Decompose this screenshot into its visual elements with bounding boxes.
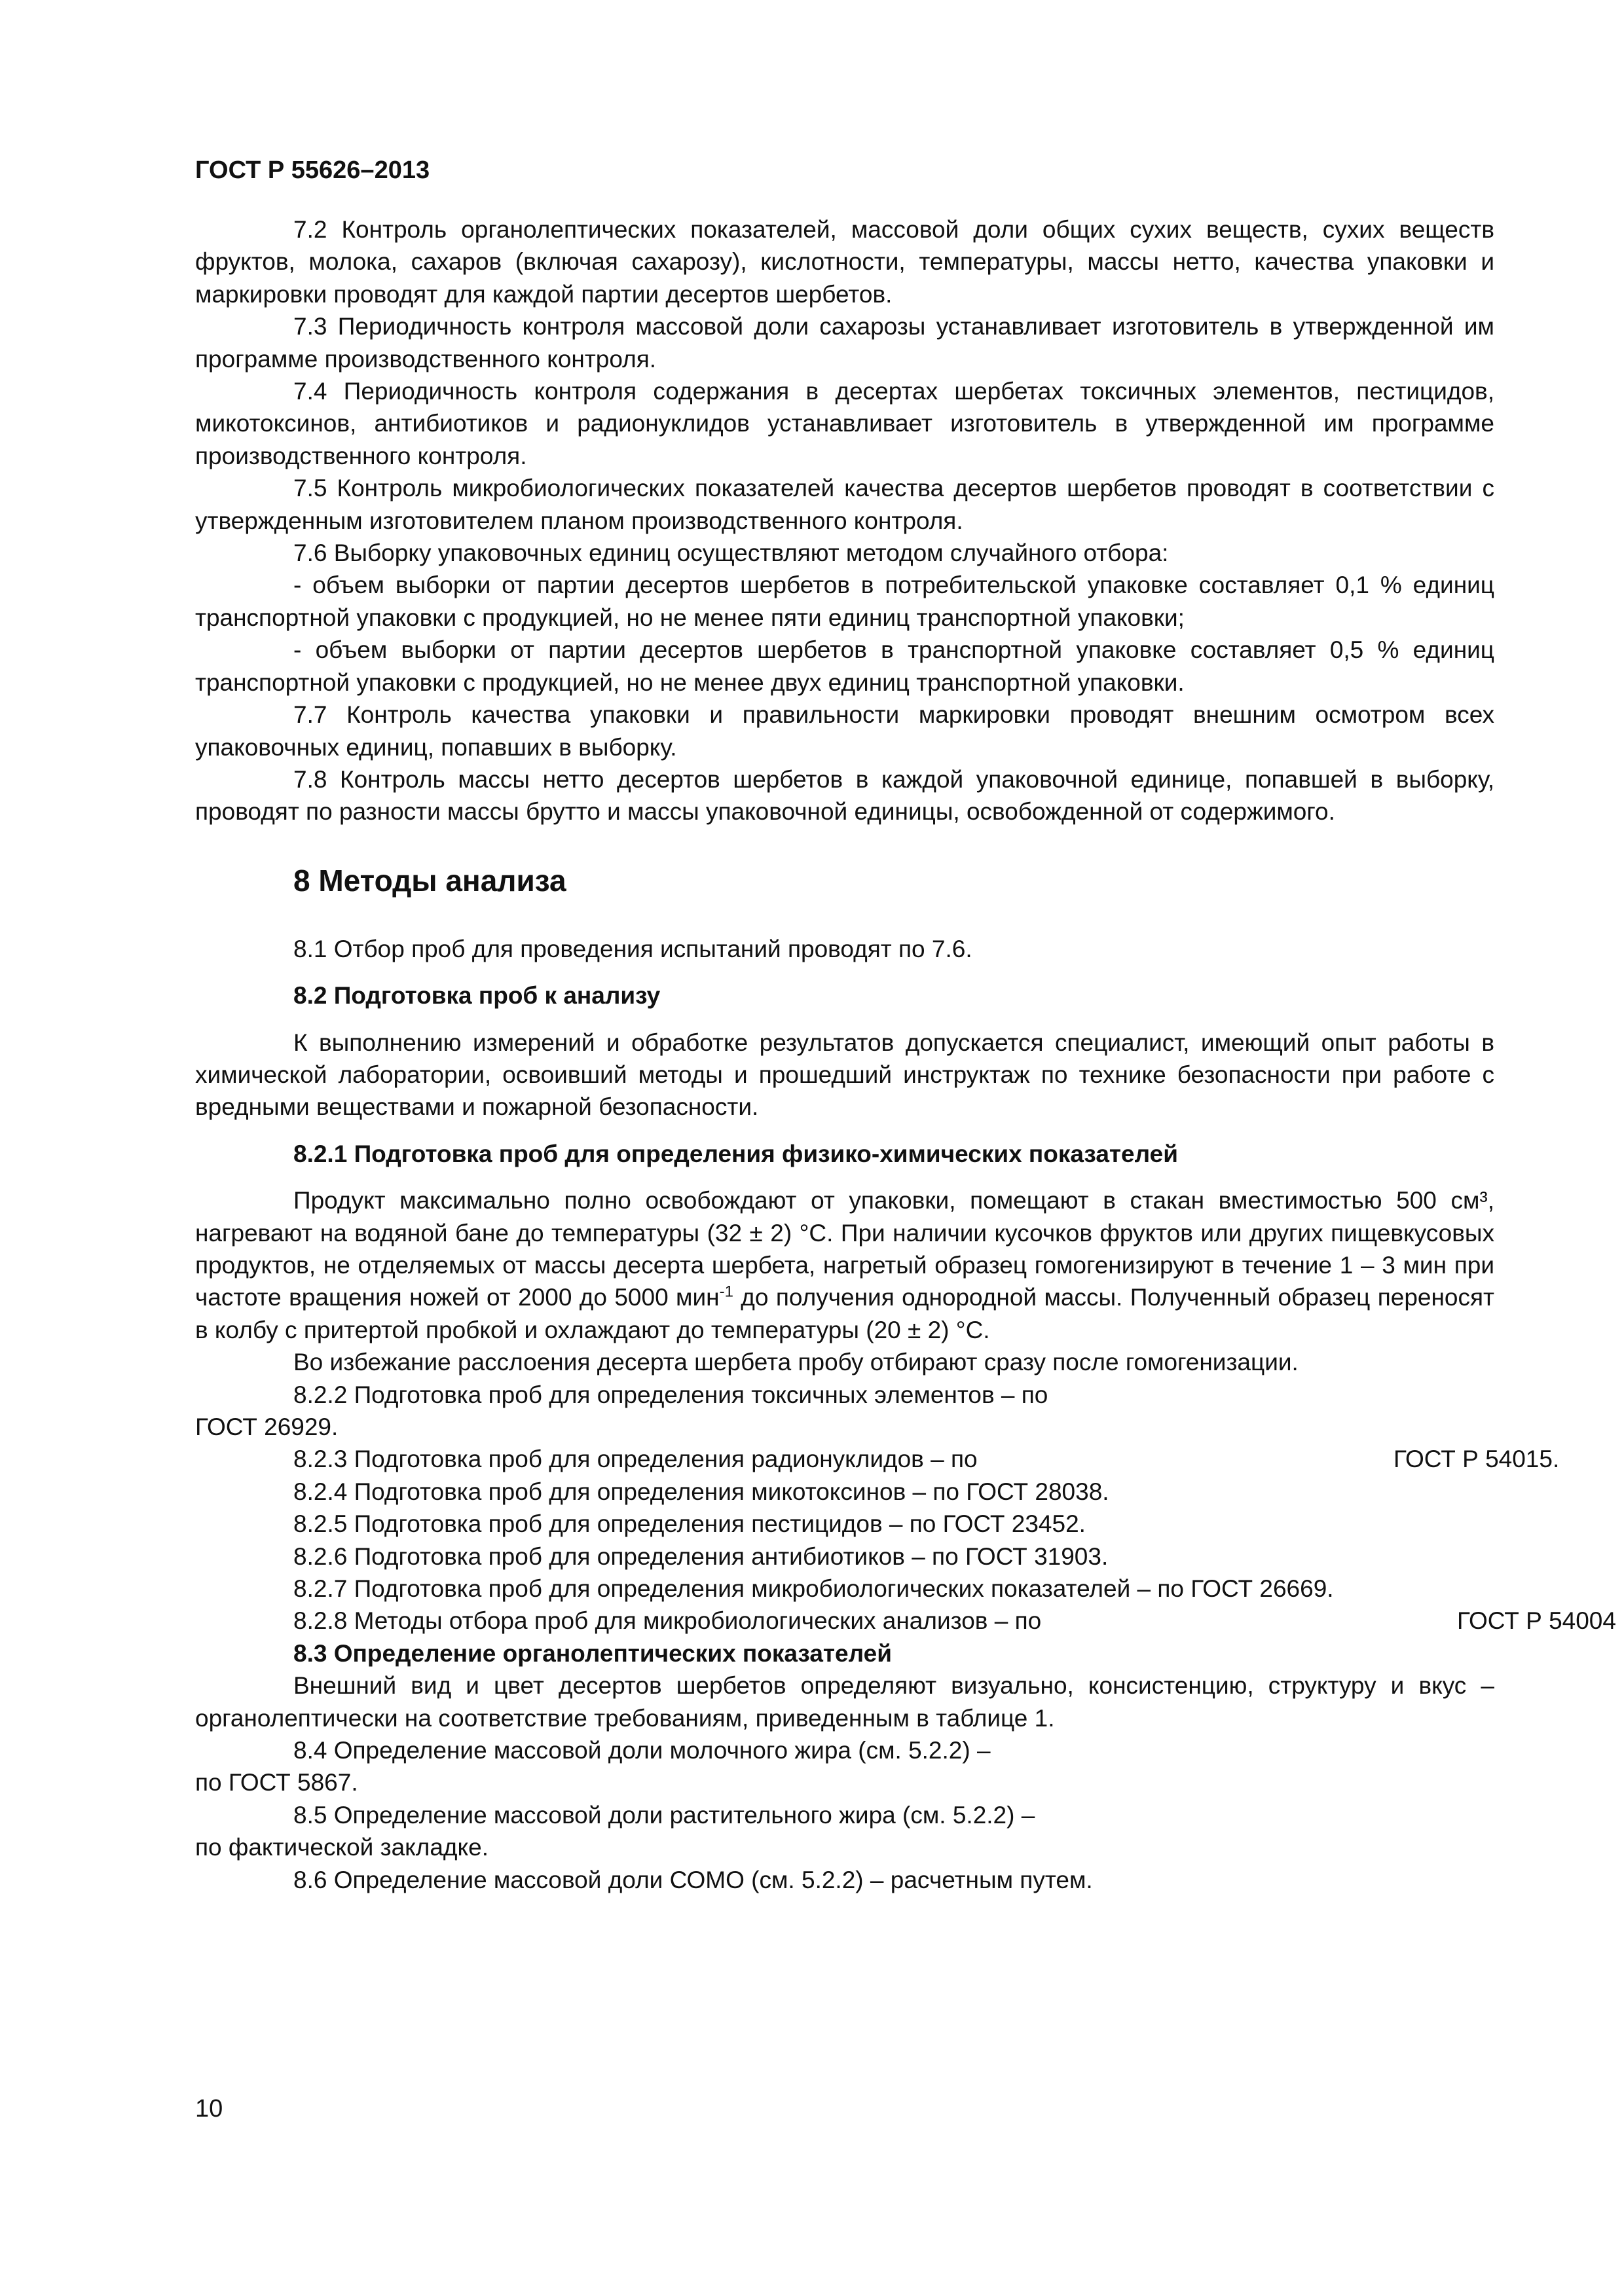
- paragraph-8-2-2-ref: ГОСТ 26929.: [195, 1413, 339, 1440]
- paragraph-8-2-5: 8.2.5 Подготовка проб для определения пестицидов – по ГОСТ 23452.: [293, 1510, 1086, 1538]
- paragraph-8-2-2: 8.2.2 Подготовка проб для определения токсичных элементов – по: [293, 1381, 1048, 1408]
- section-8-heading: 8 Методы анализа: [293, 863, 566, 898]
- paragraph-7-6: 7.6 Выборку упаковочных единиц осуществляют методом случайного отбора:: [293, 539, 1169, 567]
- paragraph-8-5: 8.5 Определение массовой доли растительного жира (см. 5.2.2) –: [293, 1801, 1035, 1829]
- paragraph-7-5: 7.5 Контроль микробиологических показателей качества десертов шербетов проводят в соответствии с утвержденным изготовителем планом производственного контроля.: [195, 475, 1494, 534]
- paragraph-8-2-4: 8.2.4 Подготовка проб для определения микотоксинов – по ГОСТ 28038.: [293, 1478, 1109, 1505]
- paragraph-7-4: 7.4 Периодичность контроля содержания в десертах шербетах токсичных элементов, пестицидов, микотоксинов, антибиотиков и радионуклидов устанавливает изготовитель в утвержденной им программе производственного контроля.: [195, 378, 1494, 469]
- paragraph-8-5-ref: по фактической закладке.: [195, 1834, 489, 1861]
- page-number: 10: [195, 2095, 223, 2123]
- paragraph-8-1: 8.1 Отбор проб для проведения испытаний проводят по 7.6.: [293, 935, 972, 962]
- paragraph-8-2: К выполнению измерений и обработке результатов допускается специалист, имеющий опыт работы в химической лаборатории, освоивший методы и прошедший инструктаж по технике безопасности при работе с вредными веществами и пожарной безопасности.: [195, 1029, 1494, 1121]
- paragraph-8-6: 8.6 Определение массовой доли СОМО (см. 5.2.2) – расчетным путем.: [293, 1866, 1093, 1893]
- paragraph-8-2-6: 8.2.6 Подготовка проб для определения антибиотиков – по ГОСТ 31903.: [293, 1542, 1109, 1570]
- paragraph-7-7: 7.7 Контроль качества упаковки и правильности маркировки проводят внешним осмотром всех упаковочных единиц, попавших в выборку.: [195, 701, 1494, 761]
- heading-8-2-1: 8.2.1 Подготовка проб для определения физико-химических показателей: [293, 1140, 1178, 1167]
- document-body: [195, 213, 1616, 1896]
- document-header-code: ГОСТ Р 55626–2013: [195, 156, 430, 184]
- paragraph-7-3: 7.3 Периодичность контроля массовой доли сахарозы устанавливает изготовитель в утвержденной им программе производственного контроля.: [195, 313, 1494, 373]
- list-item-sample-transport-pack: - объем выборки от партии десертов шербетов в транспортной упаковке составляет 0,5 % единиц транспортной упаковки с продукцией, но не менее двух единиц транспортной упаковки.: [195, 636, 1494, 696]
- paragraph-8-2-3: [195, 1443, 1560, 1475]
- paragraph-8-3: Внешний вид и цвет десертов шербетов определяют визуально, консистенцию, структуру и вкус – органолептически на соответствие требованиям, приведенным в таблице 1.: [195, 1672, 1494, 1732]
- paragraph-8-2-8-ref: ГОСТ Р 54004: [1457, 1607, 1616, 1635]
- paragraph-8-4: 8.4 Определение массовой доли молочного жира (см. 5.2.2) –: [293, 1737, 991, 1764]
- paragraph-8-2-3-ref: ГОСТ Р 54015.: [1393, 1446, 1560, 1473]
- paragraph-8-2-1-note: Во избежание расслоения десерта шербета пробу отбирают сразу после гомогенизации.: [293, 1349, 1299, 1376]
- paragraph-8-2-1-text-b: до получения однородной массы. Полученный образец переносят в колбу с притертой пробкой и охлаждают до температуры (20 ± 2) °С.: [195, 1284, 1494, 1343]
- heading-8-3: 8.3 Определение органолептических показателей: [293, 1639, 892, 1667]
- paragraph-8-2-1-text-a: Продукт максимально полно освобождают от упаковки, помещают в стакан вместимостью 500 см³, нагревают на водяной бане до температуры (32 ± 2) °С. При наличии кусочков фруктов или других пищевкусовых продуктов, не отделяемых от массы десерта шербета, нагретый образец гомогенизируют в течение 1 – 3 мин при частоте вращения ножей от 2000 до 5000 мин: [195, 1187, 1494, 1311]
- paragraph-8-2-1: [195, 1184, 1494, 1346]
- heading-8-2: 8.2 Подготовка проб к анализу: [293, 982, 661, 1010]
- unit-exponent: -1: [719, 1283, 733, 1302]
- paragraph-8-2-8-text: 8.2.8 Методы отбора проб для микробиологических анализов – по: [293, 1607, 1042, 1635]
- paragraph-7-2: 7.2 Контроль органолептических показателей, массовой доли общих сухих веществ, сухих веществ фруктов, молока, сахаров (включая сахарозу), кислотности, температуры, массы нетто, качества упаковки и маркировки проводят для каждой партии десертов шербетов.: [195, 216, 1494, 308]
- paragraph-8-2-8: [195, 1605, 1616, 1637]
- paragraph-8-4-ref: по ГОСТ 5867.: [195, 1769, 358, 1796]
- paragraph-7-8: 7.8 Контроль массы нетто десертов шербетов в каждой упаковочной единице, попавшей в выборку, проводят по разности массы брутто и массы упаковочной единицы, освобожденной от содержимого.: [195, 765, 1494, 826]
- paragraph-8-2-7: 8.2.7 Подготовка проб для определения микробиологических показателей – по ГОСТ 26669.: [293, 1575, 1334, 1603]
- list-item-sample-consumer-pack: - объем выборки от партии десертов шербетов в потребительской упаковке составляет 0,1 % единиц транспортной упаковки с продукцией, но не менее пяти единиц транспортной упаковки;: [195, 572, 1494, 631]
- paragraph-8-2-3-text: 8.2.3 Подготовка проб для определения радионуклидов – по: [293, 1446, 978, 1473]
